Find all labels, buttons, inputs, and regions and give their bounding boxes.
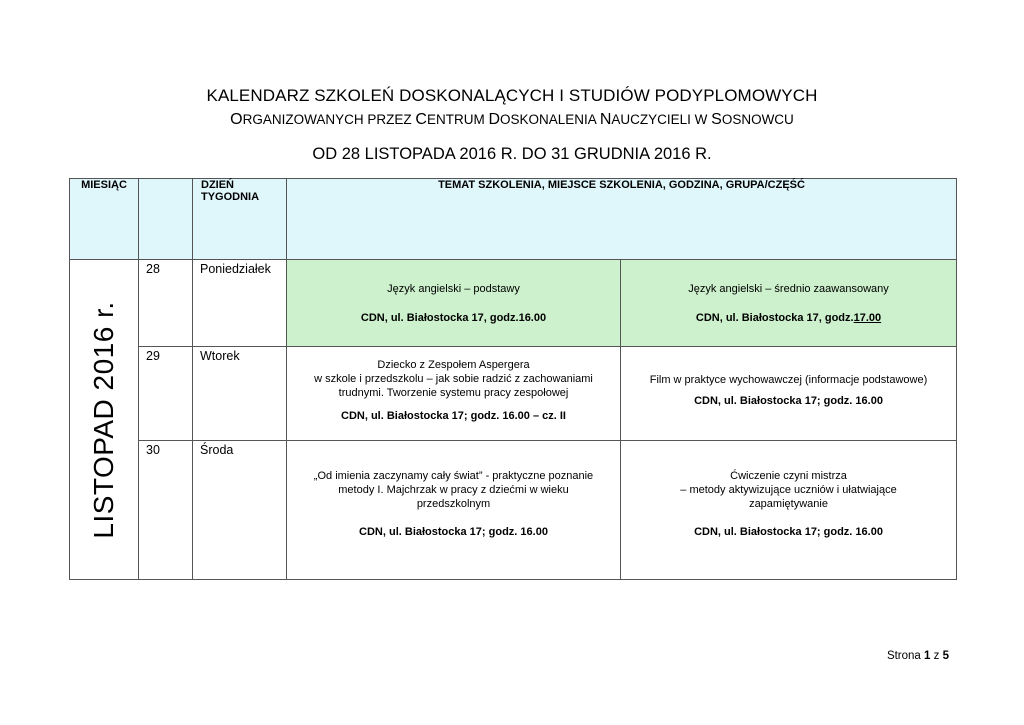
training-place: CDN, ul. Białostocka 17; godz. 16.00 bbox=[694, 395, 883, 407]
training-title: Ćwiczenie czyni mistrza bbox=[730, 470, 847, 482]
subtitle-part: AUCZYCIELI W bbox=[611, 112, 712, 127]
day-number: 29 bbox=[139, 347, 193, 441]
training-title: Język angielski – średnio zaawansowany bbox=[688, 283, 889, 295]
training-place: CDN, ul. Białostocka 17; godz. 16.00 – cz. II bbox=[341, 410, 566, 422]
subtitle-part: S bbox=[711, 111, 722, 128]
training-title: zapamiętywanie bbox=[749, 498, 828, 510]
training-place: CDN, ul. Białostocka 17; godz. 16.00 bbox=[694, 526, 883, 538]
subtitle-part: D bbox=[488, 111, 501, 128]
training-title: Język angielski – podstawy bbox=[387, 283, 520, 295]
training-place: CDN, ul. Białostocka 17, godz.16.00 bbox=[360, 312, 547, 324]
month-label: LISTOPAD 2016 r. bbox=[88, 300, 119, 539]
table-header-row bbox=[70, 179, 957, 260]
training-title: metody I. Majchrzak w pracy z dziećmi w wieku bbox=[338, 484, 569, 496]
document-title: KALENDARZ SZKOLEŃ DOSKONALĄCYCH I STUDIÓW PODYPLOMOWYCH bbox=[206, 86, 818, 105]
month-cell bbox=[70, 260, 139, 580]
training-title: przedszkolnym bbox=[416, 498, 491, 510]
date-range: OD 28 LISTOPADA 2016 R. DO 31 GRUDNIA 2016 R. bbox=[312, 145, 712, 163]
training-title: Film w praktyce wychowawczej (informacje podstawowe) bbox=[649, 374, 928, 386]
training-cell bbox=[621, 260, 957, 347]
header-empty bbox=[139, 179, 193, 260]
training-calendar-table bbox=[69, 178, 957, 580]
training-cell bbox=[287, 441, 621, 580]
training-place: CDN, ul. Białostocka 17; godz. 16.00 bbox=[359, 526, 548, 538]
training-title: trudnymi. Tworzenie systemu pracy zespołowej bbox=[338, 387, 569, 399]
training-cell bbox=[287, 347, 621, 441]
table-row bbox=[70, 260, 957, 347]
training-cell bbox=[287, 260, 621, 347]
training-cell bbox=[621, 441, 957, 580]
subtitle-part: RGANIZOWANYCH PRZEZ bbox=[242, 112, 416, 127]
header-month: MIESIĄC bbox=[70, 179, 139, 260]
training-place bbox=[627, 311, 950, 325]
subtitle-part: C bbox=[415, 111, 427, 128]
table-row bbox=[70, 441, 957, 580]
page-number bbox=[887, 650, 949, 662]
header-topic: TEMAT SZKOLENIA, MIEJSCE SZKOLENIA, GODZINA, GRUPA/CZĘŚĆ bbox=[287, 179, 957, 260]
day-name: Środa bbox=[193, 441, 287, 580]
subtitle-part: ENTRUM bbox=[426, 112, 489, 127]
day-number: 30 bbox=[139, 441, 193, 580]
subtitle-part: OSKONALENIA bbox=[500, 112, 600, 127]
training-title: „Od imienia zaczynamy cały świat” - praktyczne poznanie bbox=[313, 470, 594, 482]
day-name: Poniedziałek bbox=[193, 260, 287, 347]
training-place-text: CDN, ul. Białostocka 17, godz. bbox=[695, 312, 854, 324]
training-cell bbox=[621, 347, 957, 441]
total-pages: 5 bbox=[942, 650, 949, 662]
subtitle-part: O bbox=[230, 111, 243, 128]
page-label: Strona bbox=[886, 650, 921, 662]
day-number: 28 bbox=[139, 260, 193, 347]
training-title: w szkole i przedszkolu – jak sobie radzić z zachowaniami bbox=[314, 373, 593, 385]
current-page: 1 bbox=[924, 650, 931, 662]
training-title: – metody aktywizujące uczniów i ułatwiające bbox=[680, 484, 897, 496]
training-place-time: 17.00 bbox=[853, 312, 882, 324]
page-of: z bbox=[933, 650, 940, 662]
day-name: Wtorek bbox=[193, 347, 287, 441]
subtitle-part: OSNOWCU bbox=[721, 112, 794, 127]
training-title: Dziecko z Zespołem Aspergera bbox=[377, 359, 530, 371]
document-subtitle bbox=[0, 111, 1024, 129]
header-day: DZIEŃ TYGODNIA bbox=[193, 179, 287, 260]
subtitle-part: N bbox=[599, 111, 612, 128]
table-row bbox=[70, 347, 957, 441]
